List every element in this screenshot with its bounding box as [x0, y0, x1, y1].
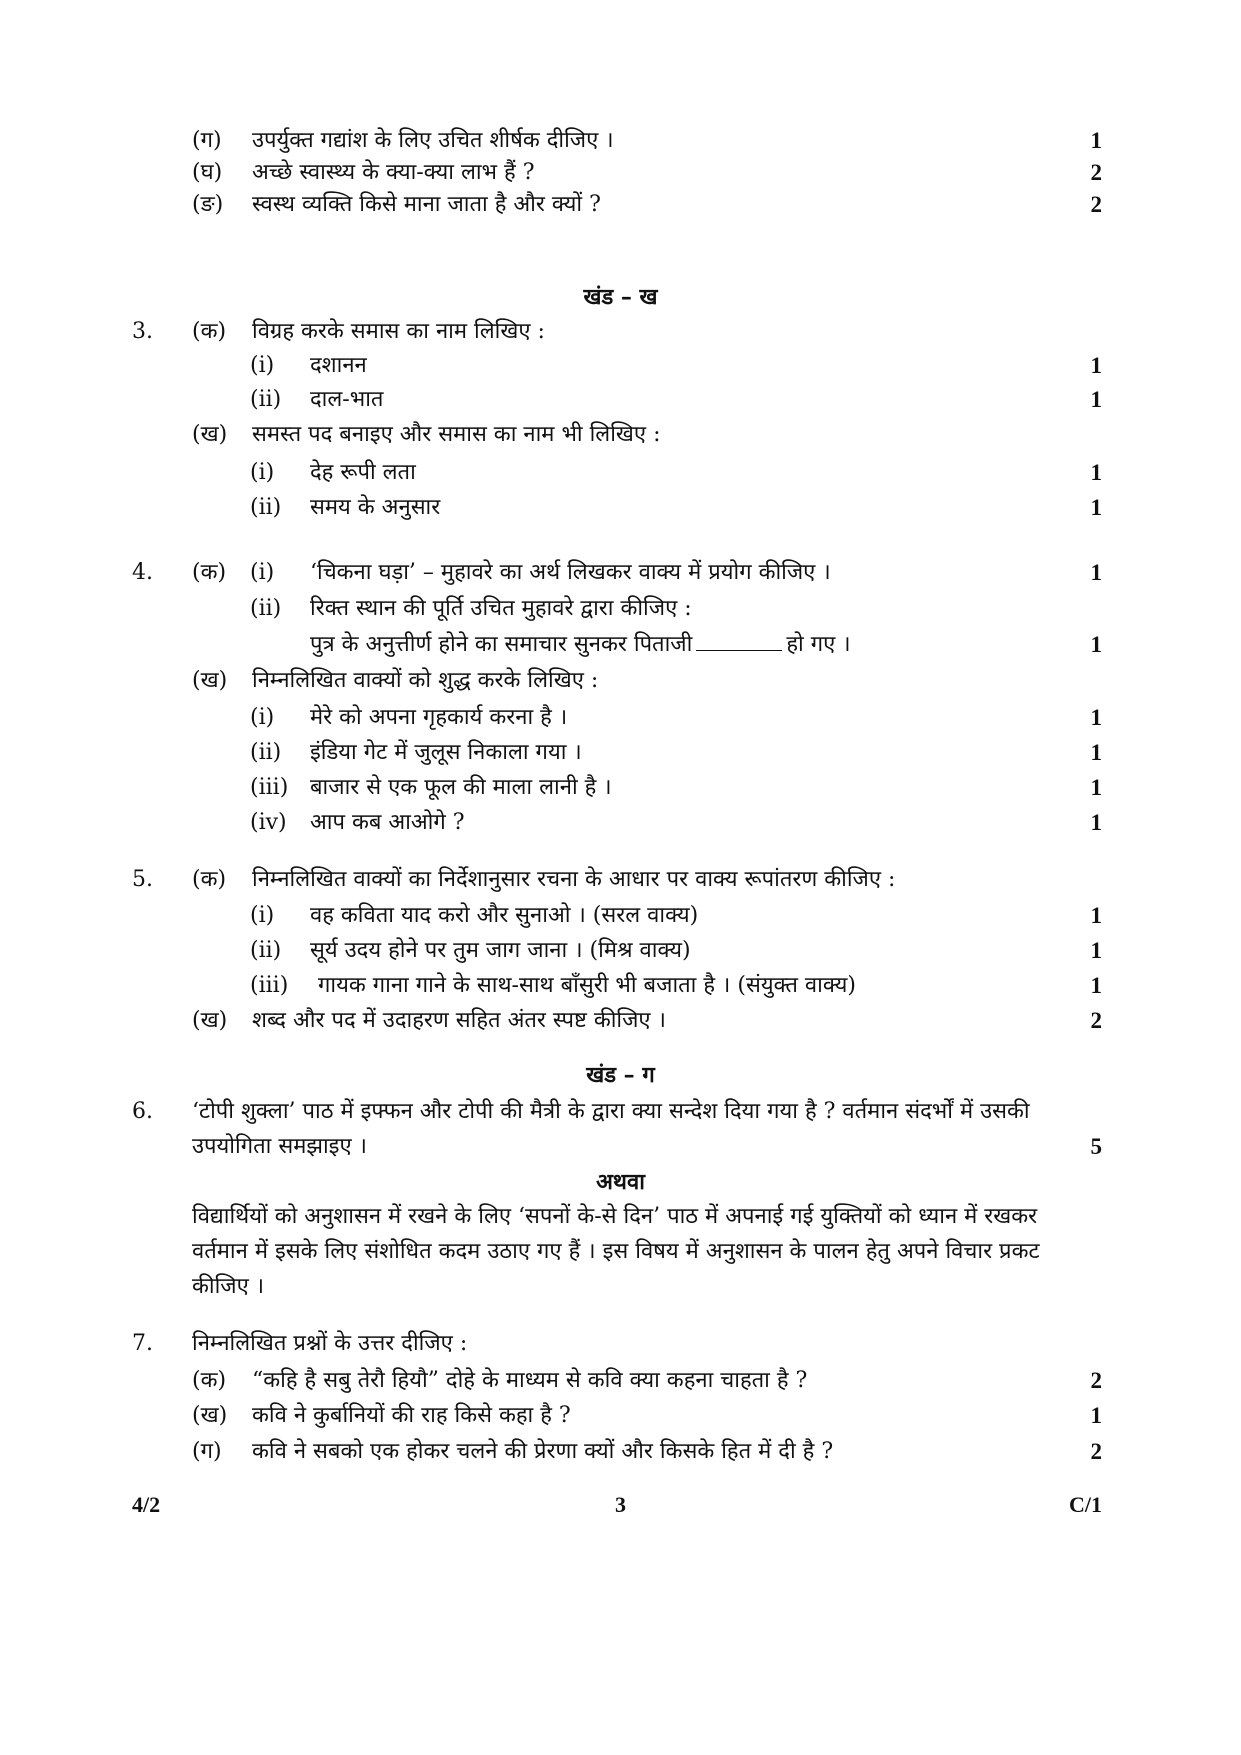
q2-gha [0, 156, 1241, 190]
q6-number: 6. [132, 1099, 153, 1124]
q6-text-2: उपयोगिता समझाइए । [192, 1134, 367, 1159]
q4-kha-iii [0, 771, 1241, 805]
q2-ga [0, 124, 1241, 158]
q4-fill-a: पुत्र के अनुत्तीर्ण होने का समाचार सुनकर पिताजी [310, 632, 693, 657]
q7-ka-text: “कहि है सबु तेरौ हियौ” दोहे के माध्यम से कवि क्या कहना चाहता है ? [252, 1368, 808, 1393]
q5-kha-marks: 2 [1090, 1008, 1102, 1033]
q3-kha-text: समस्त पद बनाइए और समास का नाम भी लिखिए : [252, 422, 661, 447]
q6-alt-line2 [0, 1235, 1241, 1269]
q4-kha-iii-text: बाजार से एक फूल की माला लानी है । [310, 775, 612, 800]
q6-marks: 5 [1090, 1134, 1102, 1159]
q4-ka-i [0, 556, 1241, 590]
section-c-heading: खंड – ग [586, 1062, 655, 1088]
q2-nga-marks: 2 [1090, 192, 1102, 217]
q4-ka-ii-text: रिक्त स्थान की पूर्ति उचित मुहावरे द्वारा कीजिए : [310, 596, 692, 621]
q2-nga [0, 188, 1241, 222]
q5-ka [0, 863, 1241, 897]
q7-ga-marks: 2 [1090, 1439, 1102, 1464]
q3-ka [0, 315, 1241, 349]
q3-ka-i [0, 349, 1241, 383]
q3-kha-ii-marks: 1 [1090, 495, 1102, 520]
q5-ka-iii [0, 969, 1241, 1003]
q5-ka-iii-label: (iii) [250, 973, 289, 998]
q4-ka-ii-label: (ii) [250, 596, 282, 621]
footer-code: 4/2 [132, 1492, 161, 1517]
footer-set: C/1 [1069, 1492, 1102, 1517]
q7-kha-label: (ख) [192, 1403, 228, 1428]
q4-kha-i [0, 701, 1241, 735]
q2-ga-marks: 1 [1090, 128, 1102, 153]
q4-ka-i-text: ‘चिकना घड़ा’ – मुहावरे का अर्थ लिखकर वाक्य में प्रयोग कीजिए । [310, 560, 831, 585]
q5-ka-i-text: वह कविता याद करो और सुनाओ । (सरल वाक्य) [310, 903, 699, 928]
q4-fill-blank-sentence [310, 628, 851, 662]
q6-or [0, 1165, 1241, 1199]
q3-kha-ii [0, 491, 1241, 525]
q7-ga-text: कवि ने सबको एक होकर चलने की प्रेरणा क्यों और किसके हित में दी है ? [252, 1439, 834, 1464]
q4-kha-i-marks: 1 [1090, 705, 1102, 730]
q7-kha [0, 1399, 1241, 1433]
q4-ka-ii-sentence [0, 628, 1241, 662]
q4-number: 4. [132, 560, 153, 585]
q4-kha-ii-label: (ii) [250, 740, 282, 765]
q4-kha-iv-text: आप कब आओगे ? [310, 810, 465, 835]
q4-kha-iv-marks: 1 [1090, 810, 1102, 835]
q4-ka-i-label: (i) [250, 560, 275, 585]
q5-ka-ii-text: सूर्य उदय होने पर तुम जाग जाना । (मिश्र वाक्य) [310, 938, 691, 963]
q7 [0, 1327, 1241, 1361]
q6-alt-line1 [0, 1200, 1241, 1234]
q6-line2 [0, 1130, 1241, 1164]
q4-ka-ii [0, 592, 1241, 626]
q7-ga [0, 1435, 1241, 1469]
q7-ka-marks: 2 [1090, 1368, 1102, 1393]
q7-kha-text: कवि ने कुर्बानियों की राह किसे कहा है ? [252, 1403, 571, 1428]
q5-ka-i-marks: 1 [1090, 903, 1102, 928]
page-number: 3 [615, 1492, 626, 1517]
q3-ka-i-marks: 1 [1090, 353, 1102, 378]
q4-ka-i-marks: 1 [1090, 560, 1102, 585]
section-c [0, 1058, 1241, 1092]
q7-ga-label: (ग) [192, 1439, 222, 1464]
q4-kha-label: (ख) [192, 668, 228, 693]
q2-nga-label: (ङ) [192, 192, 224, 217]
q4-kha-i-label: (i) [250, 705, 275, 730]
q5-ka-label: (क) [192, 867, 227, 892]
q7-text: निम्नलिखित प्रश्नों के उत्तर दीजिए : [192, 1331, 468, 1356]
q3-ka-ii-marks: 1 [1090, 387, 1102, 412]
q7-number: 7. [132, 1331, 153, 1356]
q6-text-1: ‘टोपी शुक्ला’ पाठ में इफ्फन और टोपी की मैत्री के द्वारा क्या सन्देश दिया गया है ? वर्तमान संदर्भों में उसकी [192, 1099, 1030, 1124]
q3-kha [0, 418, 1241, 452]
q3-kha-i [0, 456, 1241, 490]
q5-ka-ii-label: (ii) [250, 938, 282, 963]
q5-kha-text: शब्द और पद में उदाहरण सहित अंतर स्पष्ट कीजिए । [252, 1008, 666, 1033]
q3-ka-label: (क) [192, 319, 227, 344]
q6-alt-text-3: कीजिए । [192, 1274, 265, 1299]
q6-line1 [0, 1095, 1241, 1129]
q2-gha-text: अच्छे स्वास्थ्य के क्या-क्या लाभ हैं ? [252, 160, 535, 185]
q4-fill-b: हो गए । [786, 632, 851, 657]
section-b-heading: खंड – ख [583, 284, 658, 310]
q2-ga-label: (ग) [192, 128, 222, 153]
q5-kha-label: (ख) [192, 1008, 228, 1033]
q4-kha-iii-marks: 1 [1090, 775, 1102, 800]
q3-kha-label: (ख) [192, 422, 228, 447]
q3-kha-i-text: देह रूपी लता [310, 460, 416, 485]
q4-kha [0, 664, 1241, 698]
q5-ka-text: निम्नलिखित वाक्यों का निर्देशानुसार रचना के आधार पर वाक्य रूपांतरण कीजिए : [252, 867, 896, 892]
q2-gha-label: (घ) [192, 160, 223, 185]
q5-number: 5. [132, 867, 153, 892]
q3-ka-ii [0, 383, 1241, 417]
section-b [0, 280, 1241, 314]
q4-kha-iv [0, 806, 1241, 840]
q2-ga-text: उपर्युक्त गद्यांश के लिए उचित शीर्षक दीजिए । [252, 128, 614, 153]
q6-alt-text-2: वर्तमान में इसके लिए संशोधित कदम उठाए गए हैं । इस विषय में अनुशासन के पालन हेतु अपने विचार प्रकट [192, 1239, 1040, 1264]
q3-kha-ii-label: (ii) [250, 495, 282, 520]
q7-kha-marks: 1 [1090, 1403, 1102, 1428]
q3-kha-ii-text: समय के अनुसार [310, 495, 441, 520]
q4-ka-label: (क) [192, 560, 227, 585]
q5-ka-ii-marks: 1 [1090, 938, 1102, 963]
q6-alt-line3 [0, 1270, 1241, 1304]
q3-ka-i-text: दशानन [310, 353, 367, 378]
blank-line [696, 630, 782, 651]
q5-kha [0, 1004, 1241, 1038]
q7-ka-label: (क) [192, 1368, 227, 1393]
q4-kha-iv-label: (iv) [250, 810, 287, 835]
q3-ka-ii-label: (ii) [250, 387, 282, 412]
q5-ka-iii-text: गायक गाना गाने के साथ-साथ बाँसुरी भी बजाता है । (संयुक्त वाक्य) [318, 973, 856, 998]
q3-number: 3. [132, 319, 153, 344]
q5-ka-i-label: (i) [250, 903, 275, 928]
q7-ka [0, 1364, 1241, 1398]
q2-gha-marks: 2 [1090, 160, 1102, 185]
q4-kha-ii-marks: 1 [1090, 740, 1102, 765]
q2-nga-text: स्वस्थ व्यक्ति किसे माना जाता है और क्यों ? [252, 192, 601, 217]
q5-ka-i [0, 899, 1241, 933]
q4-kha-text: निम्नलिखित वाक्यों को शुद्ध करके लिखिए : [252, 668, 599, 693]
q4-kha-iii-label: (iii) [250, 775, 289, 800]
q5-ka-iii-marks: 1 [1090, 973, 1102, 998]
q4-kha-ii-text: इंडिया गेट में जुलूस निकाला गया । [310, 740, 582, 765]
q5-ka-ii [0, 934, 1241, 968]
q6-alt-text-1: विद्यार्थियों को अनुशासन में रखने के लिए ‘सपनों के-से दिन’ पाठ में अपनाई गई युक्तियों को ध्यान में रखकर [192, 1204, 1038, 1229]
q4-ka-ii-marks: 1 [1090, 632, 1102, 657]
q3-kha-i-label: (i) [250, 460, 275, 485]
q4-kha-i-text: मेरे को अपना गृहकार्य करना है । [310, 705, 568, 730]
q3-ka-ii-text: दाल-भात [310, 387, 384, 412]
q6-or-heading: अथवा [596, 1169, 645, 1195]
q3-kha-i-marks: 1 [1090, 460, 1102, 485]
q4-kha-ii [0, 736, 1241, 770]
q3-ka-i-label: (i) [250, 353, 275, 378]
q3-ka-text: विग्रह करके समास का नाम लिखिए : [252, 319, 545, 344]
